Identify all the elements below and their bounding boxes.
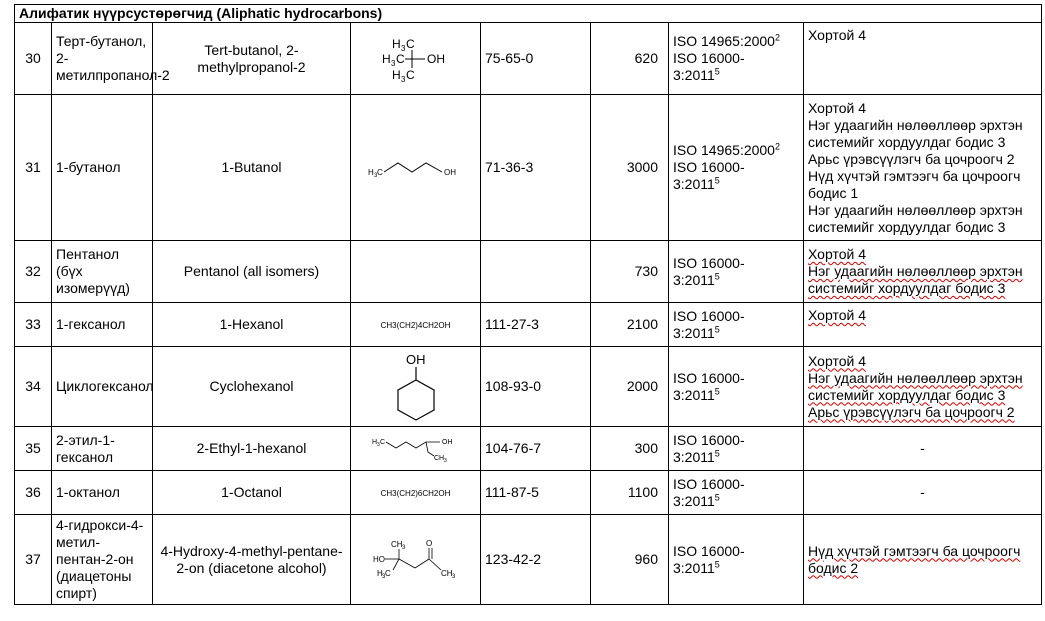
row-number: 37 [15, 515, 52, 605]
svg-text:H: H [391, 36, 401, 51]
structure-cyclohexanol [351, 347, 481, 427]
svg-text:CH: CH [390, 539, 403, 549]
name-mongolian: Циклогексанол [52, 347, 153, 427]
name-mongolian: Терт-бутанол, 2-метилпропанол-2 [52, 23, 153, 95]
table-row [15, 347, 1042, 427]
limit-value: 960 [591, 515, 669, 605]
name-english: 2-Ethyl-1-hexanol [153, 427, 351, 471]
limit-value: 1100 [591, 471, 669, 515]
hazard-class: Хортой 4 Нэг удаагийн нөлөөллөөр эрхтэн системийг хордуулдаг бодис 3 Арьс үрэвсүүлэгч ба цочроогч 2 Нүд хүчтэй гэмтээгч ба цочроогч бодис 1 Нэг удаагийн нөлөөллөөр эрхтэн системийг хордуулдаг бодис 3 [804, 95, 1042, 241]
2-ethyl-1-hexanol-structure-drawing [366, 434, 466, 464]
hazard-class: Хортой 4 Нэг удаагийн нөлөөллөөр эрхтэн системийг хордуулдаг бодис 3 Арьс үрэвсүүлэгч ба цочроогч 2 [804, 347, 1042, 427]
limit-value: 3000 [591, 95, 669, 241]
svg-text:3: 3 [400, 74, 405, 84]
svg-text:C: C [395, 51, 405, 66]
row-number: 36 [15, 471, 52, 515]
structure-1-octanol [351, 471, 481, 515]
diacetone-alcohol-structure-drawing [371, 538, 461, 582]
svg-text:3: 3 [451, 573, 455, 580]
svg-text:C: C [405, 36, 415, 51]
svg-text:H: H [371, 438, 377, 446]
tert-butanol-structure-drawing [380, 35, 452, 83]
name-english: 1-Hexanol [153, 303, 351, 347]
limit-value: 620 [591, 23, 669, 95]
name-english: Cyclohexanol [153, 347, 351, 427]
structure-tert-butanol [351, 23, 481, 95]
name-mongolian: 4-гидрокси-4-метил-пентан-2-он (диацетоны спирт) [52, 515, 153, 605]
svg-text:HO: HO [372, 554, 385, 564]
cas-number: 111-27-3 [481, 303, 591, 347]
structure-2-ethyl-1-hexanol [351, 427, 481, 471]
name-mongolian: Пентанол (бүх изомерүүд) [52, 241, 153, 303]
table-row [15, 471, 1042, 515]
row-number: 31 [15, 95, 52, 241]
section-header: Алифатик нүүрсустөрөгчид (Aliphatic hydrocarbons) [15, 5, 1042, 23]
row-number: 35 [15, 427, 52, 471]
name-english: 1-Octanol [153, 471, 351, 515]
svg-text:3: 3 [401, 544, 405, 551]
svg-text:OH: OH [405, 351, 425, 367]
row-number: 34 [15, 347, 52, 427]
standard-method: ISO 16000- 3:2011$^5$ [669, 303, 804, 347]
name-mongolian: 2-этил-1-гексанол [52, 427, 153, 471]
name-english: 1-Butanol [153, 95, 351, 241]
hazard-class: Хортой 4 [804, 23, 1042, 95]
svg-text:C: C [376, 167, 383, 177]
row-number: 32 [15, 241, 52, 303]
svg-text:C: C [384, 568, 391, 578]
section-header-row [15, 5, 1042, 23]
standard-method: ISO 16000- 3:2011$^5$ [669, 471, 804, 515]
hazard-class: Хортой 4 [804, 303, 1042, 347]
svg-text:3: 3 [373, 172, 377, 179]
name-english: Tert-butanol, 2-methylpropanol-2 [153, 23, 351, 95]
svg-text:3: 3 [390, 58, 395, 68]
formula-1-hexanol: CH3(CH2)4CH2OH [380, 321, 451, 330]
svg-text:3: 3 [376, 441, 380, 448]
table-row [15, 95, 1042, 241]
svg-text:OH: OH [441, 438, 452, 446]
table-row [15, 23, 1042, 95]
name-english: Pentanol (all isomers) [153, 241, 351, 303]
limit-value: 2100 [591, 303, 669, 347]
svg-text:O: O [425, 538, 432, 548]
formula-1-octanol: CH3(CH2)6CH2OH [380, 489, 451, 498]
svg-text:C: C [405, 67, 415, 82]
svg-text:H: H [391, 67, 401, 82]
svg-text:H: H [376, 568, 383, 578]
svg-text:3: 3 [381, 573, 385, 580]
name-english: 4-Hydroxy-4-methyl-pentane-2-on (diacetone alcohol) [153, 515, 351, 605]
standard-method: ISO 14965:2000$^2$ ISO 16000- 3:2011$^5$ [669, 23, 804, 95]
table-row [15, 241, 1042, 303]
standard-method: ISO 16000- 3:2011$^5$ [669, 241, 804, 303]
hazard-class: - [804, 427, 1042, 471]
cas-number [481, 241, 591, 303]
standard-method: ISO 16000- 3:2011$^5$ [669, 515, 804, 605]
structure-1-butanol [351, 95, 481, 241]
svg-text:CH: CH [440, 568, 453, 578]
cas-number: 108-93-0 [481, 347, 591, 427]
svg-text:CH: CH [433, 454, 444, 462]
row-number: 33 [15, 303, 52, 347]
hazard-class: Хортой 4 Нэг удаагийн нөлөөллөөр эрхтэн системийг хордуулдаг бодис 3 [804, 241, 1042, 303]
limit-value: 300 [591, 427, 669, 471]
1-butanol-structure-drawing [366, 153, 466, 183]
table-row [15, 515, 1042, 605]
svg-text:H: H [381, 51, 391, 66]
svg-text:OH: OH [443, 167, 456, 177]
structure-1-hexanol [351, 303, 481, 347]
cas-number: 104-76-7 [481, 427, 591, 471]
standard-method: ISO 16000- 3:2011$^5$ [669, 427, 804, 471]
svg-text:C: C [379, 438, 385, 446]
svg-text:H: H [367, 167, 374, 177]
hazard-class: Нүд хүчтэй гэмтээгч ба цочроогч бодис 2 [804, 515, 1042, 605]
standard-method: ISO 14965:2000$^2$ ISO 16000- 3:2011$^5$ [669, 95, 804, 241]
cas-number: 111-87-5 [481, 471, 591, 515]
limit-value: 2000 [591, 347, 669, 427]
structure-diacetone-alcohol [351, 515, 481, 605]
table-row [15, 427, 1042, 471]
limit-value: 730 [591, 241, 669, 303]
structure-empty [351, 241, 481, 303]
cyclohexanol-structure-drawing [386, 352, 446, 422]
name-mongolian: 1-октанол [52, 471, 153, 515]
svg-text:3: 3 [443, 457, 447, 464]
table-row [15, 303, 1042, 347]
row-number: 30 [15, 23, 52, 95]
name-mongolian: 1-гексанол [52, 303, 153, 347]
cas-number: 71-36-3 [481, 95, 591, 241]
cas-number: 123-42-2 [481, 515, 591, 605]
standard-method: ISO 16000- 3:2011$^5$ [669, 347, 804, 427]
svg-text:OH: OH [426, 51, 445, 66]
cas-number: 75-65-0 [481, 23, 591, 95]
hazard-class: - [804, 471, 1042, 515]
svg-text:3: 3 [400, 43, 405, 53]
name-mongolian: 1-бутанол [52, 95, 153, 241]
aliphatic-hydrocarbons-table [14, 4, 1042, 605]
